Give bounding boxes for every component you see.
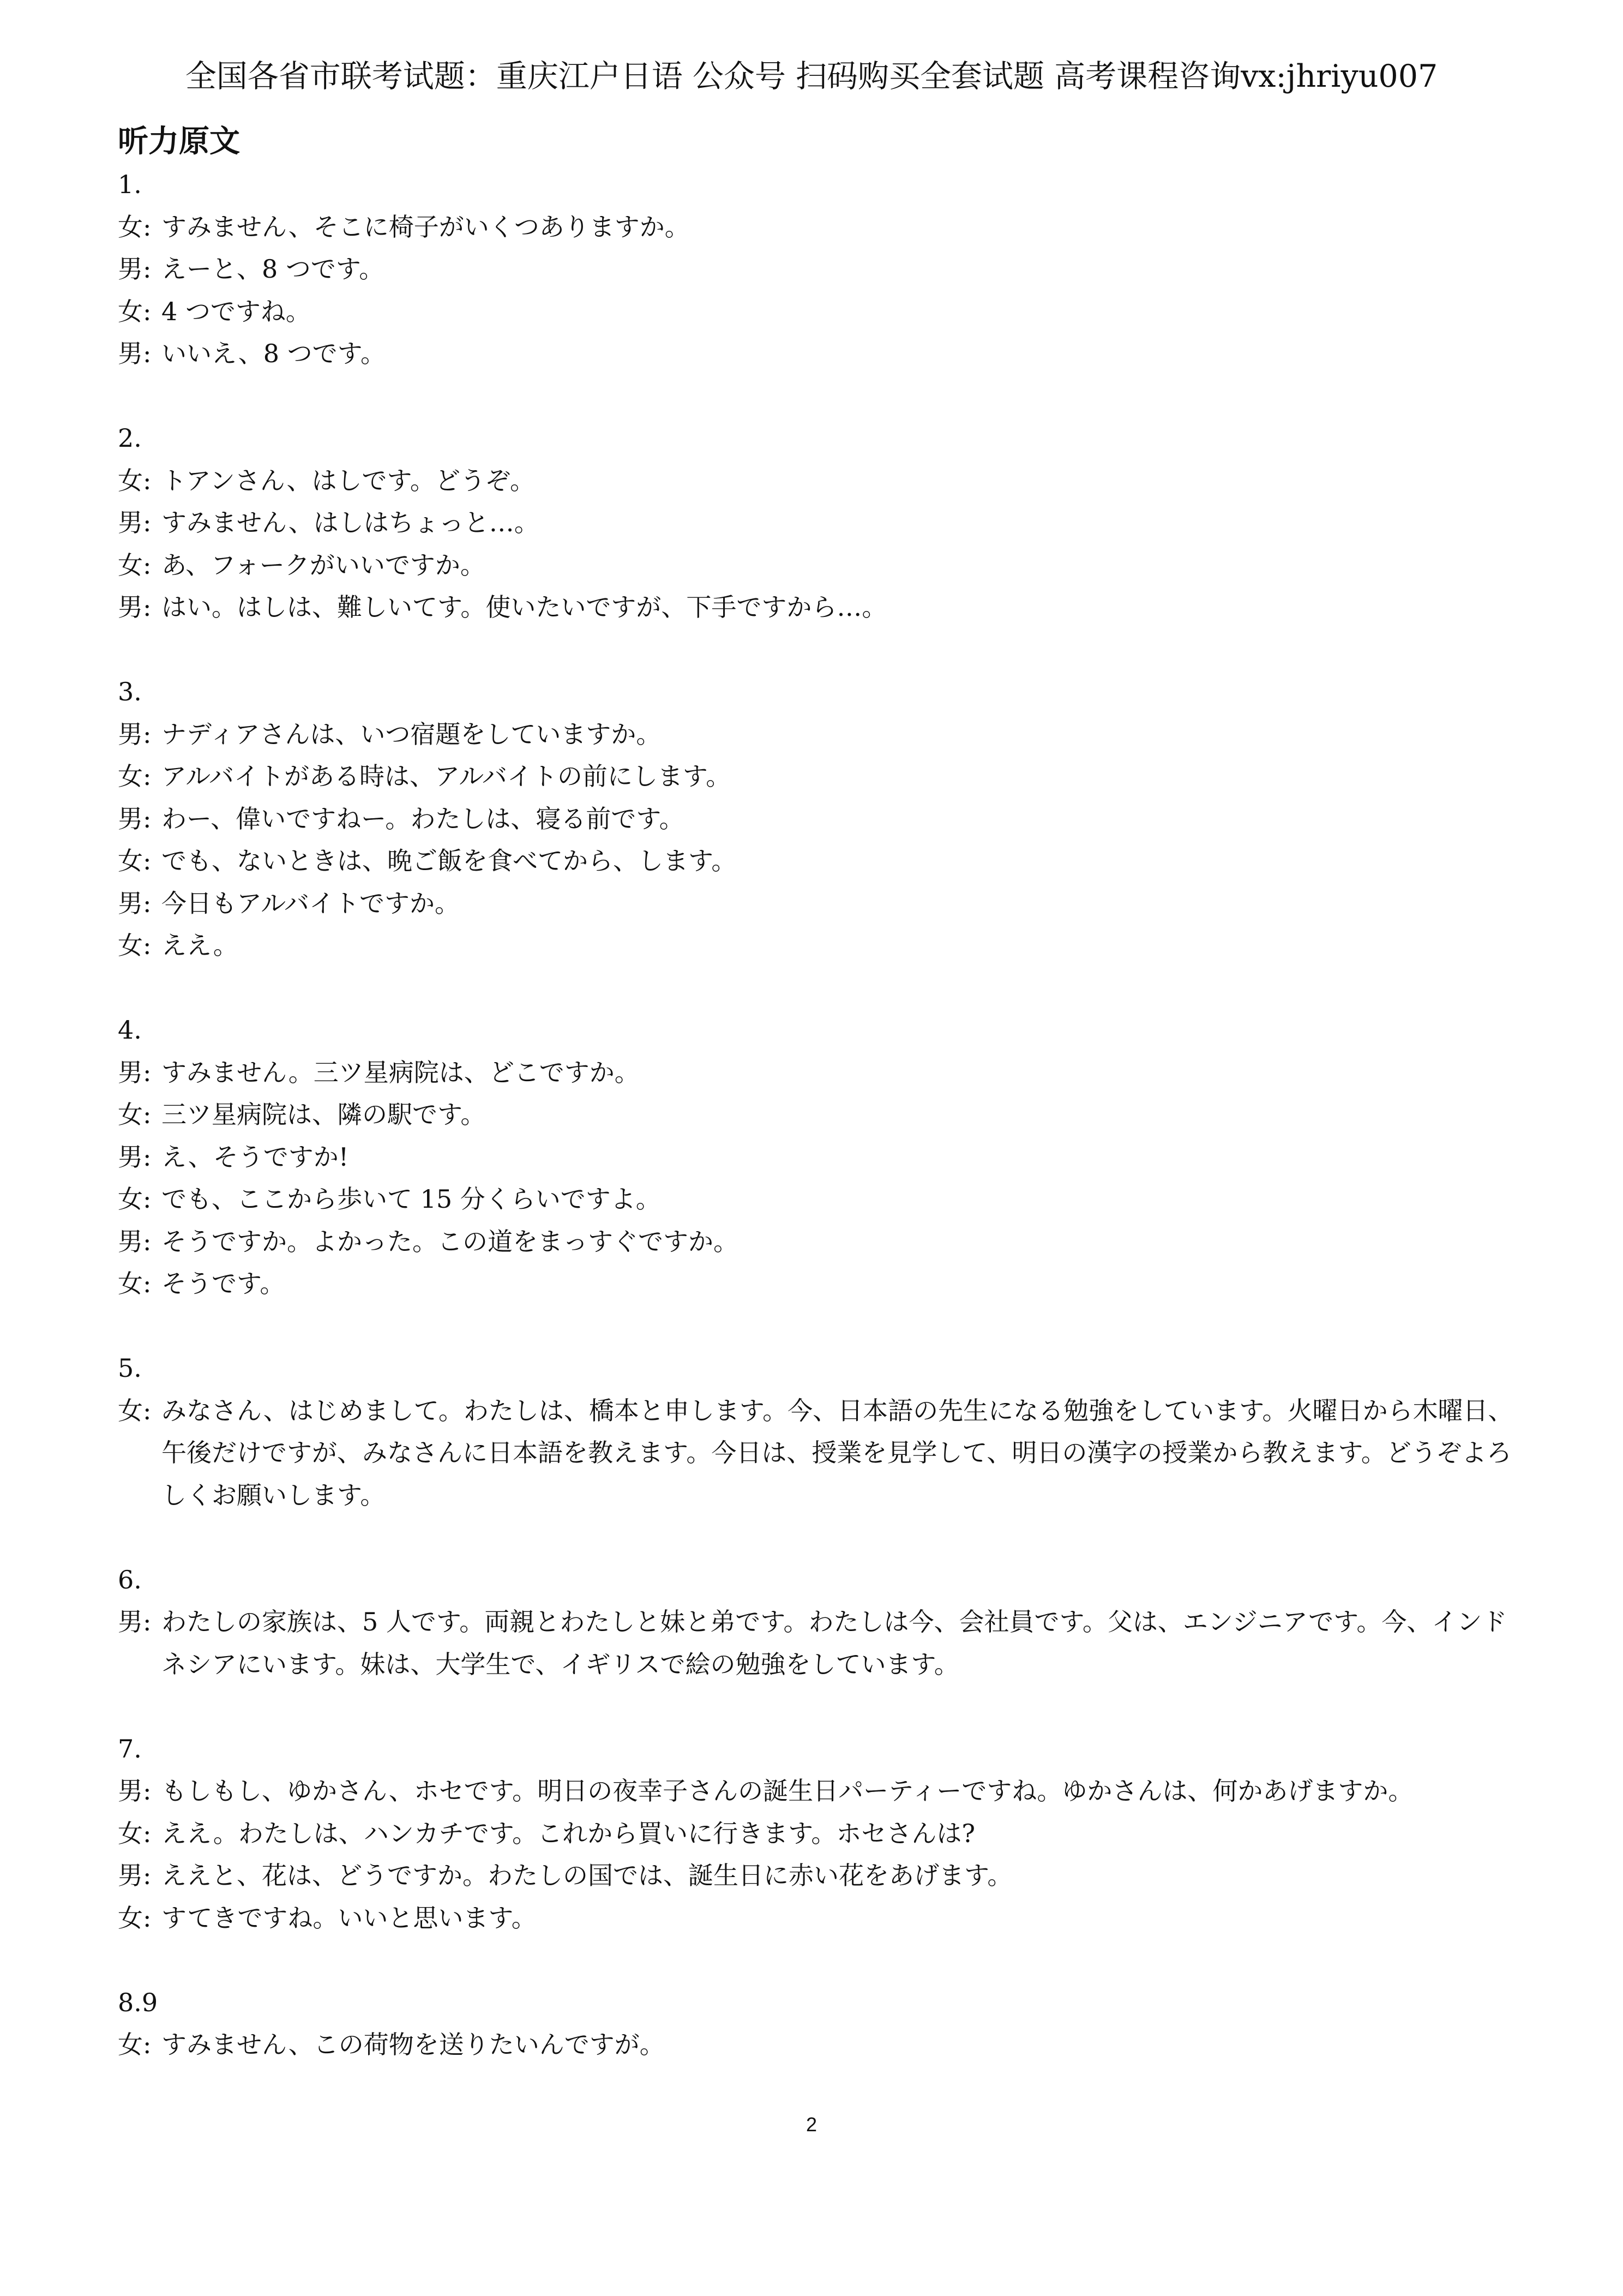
question-number: 4. xyxy=(118,1015,142,1045)
speaker-label: 男: xyxy=(118,719,152,749)
dialogue-text: でも、ないときは、晩ご飯を食べてから、します。 xyxy=(161,846,737,876)
dialogue-line xyxy=(118,1178,1514,1221)
dialogue-line xyxy=(118,1601,1514,1686)
question-number: 5. xyxy=(118,1353,142,1383)
speaker-label: 男: xyxy=(118,254,152,284)
dialogue-text: そうですか。よかった。この道をまっすぐですか。 xyxy=(161,1226,738,1256)
transcript-content xyxy=(118,164,1514,2108)
question-number: 7. xyxy=(118,1734,142,1764)
dialogue-line xyxy=(118,248,1514,291)
speaker-label: 女: xyxy=(118,1184,152,1214)
dialogue-text: ええ。 xyxy=(161,931,238,960)
speaker-label: 男: xyxy=(118,592,152,622)
dialogue-text: わたしの家族は、5 人です。両親とわたしと妹と弟です。わたしは今、会社員です。父は、エンジニアです。今、インドネシアにいます。妹は、大学生で、イギリスで絵の勉強をしています。 xyxy=(161,1607,1507,1679)
dialogue-line xyxy=(118,925,1514,967)
speaker-label: 男: xyxy=(118,1057,152,1087)
question-block xyxy=(118,164,1514,375)
speaker-label: 女: xyxy=(118,931,152,960)
dialogue-line xyxy=(118,291,1514,333)
speaker-label: 女: xyxy=(118,1818,152,1848)
speaker-label: 女: xyxy=(118,550,152,580)
speaker-label: 男: xyxy=(118,339,152,368)
dialogue-text: すみません。三ツ星病院は、どこですか。 xyxy=(161,1057,640,1087)
dialogue-text: えーと、8 つです。 xyxy=(161,254,384,284)
page-header: 全国各省市联考试题：重庆江户日语 公众号 扫码购买全套试题 高考课程咨询vx:jhriyu007 xyxy=(185,58,1438,94)
dialogue-text: ええ。わたしは、ハンカチです。これから買いに行きます。ホセさんは? xyxy=(161,1818,976,1848)
question-number: 8.9 xyxy=(118,1987,158,2017)
dialogue-line xyxy=(118,798,1514,841)
dialogue-text: はい。はしは、難しいてす。使いたいですが、下手ですから…。 xyxy=(161,592,887,622)
question-block xyxy=(118,1009,1514,1305)
dialogue-line xyxy=(118,1136,1514,1179)
speaker-label: 女: xyxy=(118,762,152,791)
speaker-label: 男: xyxy=(118,1142,152,1172)
dialogue-text: わー、偉いですねー。わたしは、寝る前です。 xyxy=(161,804,684,834)
speaker-label: 女: xyxy=(118,1395,152,1425)
dialogue-line xyxy=(118,1897,1514,1940)
dialogue-line xyxy=(118,1390,1514,1517)
question-number: 6. xyxy=(118,1564,142,1594)
dialogue-text: あ、フォークがいいですか。 xyxy=(161,550,485,580)
dialogue-text: みなさん、はじめまして。わたしは、橋本と申します。今、日本語の先生になる勉強をしています。火曜日から木曜日、午後だけですが、みなさんに日本語を教えます。今日は、授業を見学して、明日の漢字の授業から教えます。どうぞよろしくお願いします。 xyxy=(161,1395,1513,1510)
question-block xyxy=(118,1728,1514,1940)
question-block xyxy=(118,1559,1514,1686)
dialogue-line xyxy=(118,1855,1514,1897)
dialogue-line xyxy=(118,206,1514,249)
dialogue-text: いいえ、8 つです。 xyxy=(161,339,386,368)
dialogue-text: すみません、この荷物を送りたいんですが。 xyxy=(161,2030,665,2059)
dialogue-line xyxy=(118,1094,1514,1136)
dialogue-line xyxy=(118,756,1514,798)
speaker-label: 男: xyxy=(118,1861,152,1890)
dialogue-line xyxy=(118,714,1514,756)
dialogue-text: 今日もアルバイトですか。 xyxy=(161,888,460,918)
dialogue-text: すみません、はしはちょっと…。 xyxy=(161,508,539,537)
page-number: 2 xyxy=(806,2113,817,2136)
dialogue-line xyxy=(118,460,1514,502)
dialogue-line xyxy=(118,502,1514,544)
dialogue-text: そうです。 xyxy=(161,1269,285,1298)
dialogue-text: すてきですね。いいと思います。 xyxy=(161,1903,537,1933)
dialogue-line xyxy=(118,1221,1514,1263)
speaker-label: 女: xyxy=(118,2030,152,2059)
speaker-label: 女: xyxy=(118,846,152,876)
question-number: 3. xyxy=(118,677,142,706)
dialogue-text: ええと、花は、どうですか。わたしの国では、誕生日に赤い花をあげます。 xyxy=(161,1861,1013,1890)
dialogue-line xyxy=(118,2024,1514,2066)
dialogue-line xyxy=(118,1263,1514,1305)
dialogue-line xyxy=(118,333,1514,375)
dialogue-line xyxy=(118,840,1514,883)
dialogue-text: トアンさん、はしです。どうぞ。 xyxy=(161,465,535,495)
dialogue-text: もしもし、ゆかさん、ホセです。明日の夜幸子さんの誕生日パーティーですね。ゆかさんは、何かあげますか。 xyxy=(161,1776,1414,1806)
dialogue-text: 三ツ星病院は、隣の駅です。 xyxy=(161,1100,486,1129)
speaker-label: 女: xyxy=(118,1100,152,1129)
dialogue-text: ナディアさんは、いつ宿題をしていますか。 xyxy=(161,719,662,749)
dialogue-text: 4 つですね。 xyxy=(161,296,311,326)
section-title: 听力原文 xyxy=(118,124,240,159)
dialogue-line xyxy=(118,1813,1514,1855)
speaker-label: 男: xyxy=(118,888,152,918)
speaker-label: 女: xyxy=(118,1269,152,1298)
dialogue-line xyxy=(118,1052,1514,1094)
speaker-label: 女: xyxy=(118,212,152,242)
speaker-label: 男: xyxy=(118,1607,152,1636)
speaker-label: 男: xyxy=(118,804,152,834)
question-block xyxy=(118,1347,1514,1516)
question-block xyxy=(118,671,1514,967)
dialogue-line xyxy=(118,544,1514,587)
speaker-label: 女: xyxy=(118,1903,152,1933)
question-number: 1. xyxy=(118,170,142,199)
dialogue-line xyxy=(118,586,1514,629)
dialogue-text: でも、ここから歩いて 15 分くらいですよ。 xyxy=(161,1184,661,1214)
speaker-label: 男: xyxy=(118,1776,152,1806)
dialogue-line xyxy=(118,883,1514,925)
dialogue-text: え、そうですか! xyxy=(161,1142,349,1172)
dialogue-line xyxy=(118,1770,1514,1813)
question-block xyxy=(118,1982,1514,2066)
question-number: 2. xyxy=(118,423,142,453)
dialogue-text: すみません、そこに椅子がいくつありますか。 xyxy=(161,212,690,242)
speaker-label: 女: xyxy=(118,296,152,326)
speaker-label: 男: xyxy=(118,1226,152,1256)
speaker-label: 女: xyxy=(118,465,152,495)
dialogue-text: アルバイトがある時は、アルバイトの前にします。 xyxy=(161,762,731,791)
speaker-label: 男: xyxy=(118,508,152,537)
question-block xyxy=(118,417,1514,629)
